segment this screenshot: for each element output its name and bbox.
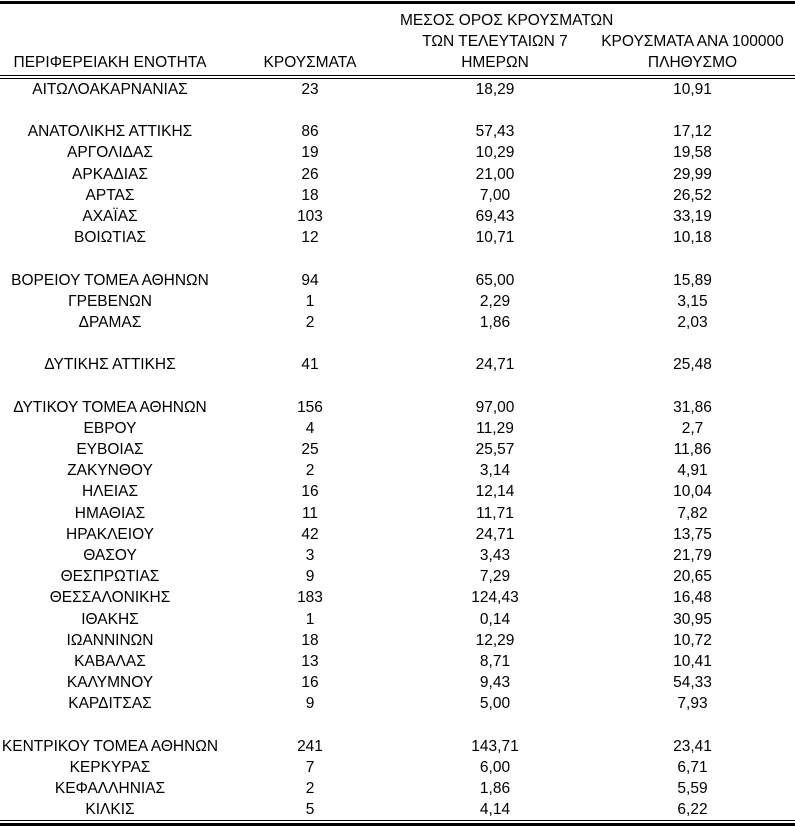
cases-cell: 1 <box>305 610 315 628</box>
per_100k-cell: 3,15 <box>677 292 708 310</box>
region-cell: ΑΡΚΑΔΙΑΣ <box>72 165 148 183</box>
avg_7day-cell: 6,00 <box>479 758 511 776</box>
table-row <box>0 439 795 460</box>
cases-cell: 9 <box>305 568 315 586</box>
cases-cell: 4 <box>305 419 315 437</box>
region-cell: ΑΝΑΤΟΛΙΚΗΣ ΑΤΤΙΚΗΣ <box>27 123 193 141</box>
per_100k-cell: 10,91 <box>673 81 712 98</box>
avg_7day-cell: 97,00 <box>475 398 515 416</box>
avg_7day-cell: 3,43 <box>479 547 511 565</box>
cases-cell: 41 <box>301 356 319 374</box>
region-cell: ΗΡΑΚΛΕΙΟΥ <box>66 525 154 543</box>
region-cell: ΚΑΛΥΜΝΟΥ <box>66 674 154 692</box>
region-cell: ΑΙΤΩΛΟΑΚΑΡΝΑΝΙΑΣ <box>32 81 188 98</box>
table-row <box>0 545 795 566</box>
per_100k-cell: 30,95 <box>673 610 712 628</box>
avg_7day-cell: 143,71 <box>471 737 519 755</box>
cases-cell: 5 <box>305 801 315 819</box>
region-cell: ΚΕΝΤΡΙΚΟΥ ΤΟΜΕΑ ΑΘΗΝΩΝ <box>1 737 219 755</box>
per_100k-cell: 29,99 <box>673 165 712 183</box>
cases-cell: 2 <box>305 462 315 480</box>
spacer-cell <box>590 375 795 396</box>
region-cell: ΕΥΒΟΙΑΣ <box>76 441 144 459</box>
table-row <box>0 481 795 502</box>
per_100k-cell: 10,04 <box>673 483 712 501</box>
table-row <box>0 609 795 630</box>
table-row <box>0 185 795 206</box>
avg_7day-cell: 12,14 <box>475 483 515 501</box>
table-row <box>0 736 795 757</box>
column-header-line: ΠΛΗΘΥΣΜΟ <box>647 54 738 71</box>
avg_7day-cell: 1,86 <box>479 780 511 798</box>
cases-cell: 13 <box>301 652 319 670</box>
table-row <box>0 524 795 545</box>
per_100k-cell: 33,19 <box>673 208 712 226</box>
table-row <box>0 291 795 312</box>
region-cell: ΔΡΑΜΑΣ <box>78 313 142 331</box>
header-row <box>0 4 795 77</box>
table-row <box>0 354 795 375</box>
cases-cell: 3 <box>305 547 315 565</box>
per_100k-cell: 13,75 <box>673 525 712 543</box>
avg_7day-cell: 69,43 <box>475 208 515 226</box>
column-header-line: ΠΕΡΙΦΕΡΕΙΑΚΗ ΕΝΟΤΗΤΑ <box>13 54 207 71</box>
spacer-cell <box>0 714 220 735</box>
spacer-cell <box>220 714 400 735</box>
region-cell: ΑΧΑΪΑΣ <box>82 208 138 226</box>
cases-cell: 16 <box>301 483 319 501</box>
per_100k-cell: 16,48 <box>673 589 712 607</box>
table-row <box>0 270 795 291</box>
table-row <box>0 77 795 100</box>
avg_7day-cell: 10,29 <box>475 144 515 162</box>
table-row <box>0 799 795 821</box>
spacer-cell <box>220 375 400 396</box>
spacer-cell <box>590 100 795 121</box>
region-cell: ΒΟΙΩΤΙΑΣ <box>74 229 146 247</box>
spacer-cell <box>590 333 795 354</box>
avg_7day-cell: 1,86 <box>479 313 511 331</box>
table-row <box>0 672 795 693</box>
table-row <box>0 206 795 227</box>
spacer-cell <box>0 333 220 354</box>
avg_7day-cell: 124,43 <box>471 589 519 607</box>
column-header-line: ΤΩΝ ΤΕΛΕΥΤΑΙΩΝ 7 <box>422 33 568 50</box>
region-cell: ΗΜΑΘΙΑΣ <box>74 504 146 522</box>
spacer-cell <box>590 714 795 735</box>
region-cell: ΚΙΛΚΙΣ <box>85 801 135 819</box>
avg_7day-cell: 57,43 <box>475 123 515 141</box>
per_100k-cell: 11,86 <box>673 441 712 459</box>
column-header-line: ΚΡΟΥΣΜΑΤΑ <box>263 54 357 71</box>
per_100k-cell: 26,52 <box>673 186 712 204</box>
per_100k-cell: 19,58 <box>673 144 712 162</box>
cases-cell: 183 <box>297 589 323 607</box>
per_100k-cell: 2,03 <box>677 313 708 331</box>
table-row <box>0 630 795 651</box>
avg_7day-cell: 2,29 <box>479 292 511 310</box>
table-row <box>0 227 795 248</box>
avg_7day-cell: 10,71 <box>475 229 515 247</box>
spacer-cell <box>220 100 400 121</box>
table-row <box>0 164 795 185</box>
table-row <box>0 693 795 714</box>
per_100k-cell: 21,79 <box>673 547 712 565</box>
spacer-row <box>0 333 795 354</box>
avg_7day-cell: 0,14 <box>479 610 511 628</box>
per_100k-cell: 2,7 <box>681 419 704 437</box>
spacer-cell <box>0 375 220 396</box>
spacer-row <box>0 100 795 121</box>
avg_7day-cell: 21,00 <box>475 165 515 183</box>
table-row <box>0 651 795 672</box>
table-row <box>0 418 795 439</box>
cases-cell: 42 <box>301 525 319 543</box>
column-header-avg_7day <box>400 4 614 77</box>
per_100k-cell: 23,41 <box>673 737 712 755</box>
per_100k-cell: 54,33 <box>673 674 712 692</box>
column-header-per_100k <box>590 4 795 77</box>
spacer-row <box>0 375 795 396</box>
avg_7day-cell: 24,71 <box>475 356 515 374</box>
cases-cell: 156 <box>297 398 323 416</box>
region-cell: ΗΛΕΙΑΣ <box>81 483 139 501</box>
cases-cell: 7 <box>305 758 315 776</box>
cases-cell: 2 <box>305 780 315 798</box>
per_100k-cell: 4,91 <box>677 462 708 480</box>
regional-cases-table <box>0 4 795 821</box>
cases-cell: 9 <box>305 695 315 713</box>
region-cell: ΕΒΡΟΥ <box>83 419 137 437</box>
per_100k-cell: 10,41 <box>673 652 712 670</box>
column-header-region <box>0 4 220 77</box>
table-row <box>0 312 795 333</box>
per_100k-cell: 25,48 <box>673 356 712 374</box>
table-body <box>0 77 795 821</box>
cases-cell: 18 <box>301 631 319 649</box>
avg_7day-cell: 24,71 <box>475 525 515 543</box>
table-row <box>0 503 795 524</box>
per_100k-cell: 10,72 <box>673 631 712 649</box>
region-cell: ΘΕΣΣΑΛΟΝΙΚΗΣ <box>49 589 171 607</box>
cases-cell: 2 <box>305 313 315 331</box>
region-cell: ΔΥΤΙΚΟΥ ΤΟΜΕΑ ΑΘΗΝΩΝ <box>13 398 207 416</box>
cases-cell: 19 <box>301 144 319 162</box>
per_100k-cell: 17,12 <box>673 123 712 141</box>
region-cell: ΙΘΑΚΗΣ <box>81 610 139 628</box>
spacer-row <box>0 248 795 269</box>
spacer-cell <box>0 248 220 269</box>
table-row <box>0 142 795 163</box>
avg_7day-cell: 8,71 <box>479 652 511 670</box>
table-header <box>0 4 795 77</box>
per_100k-cell: 6,71 <box>677 758 708 776</box>
cases-cell: 241 <box>297 737 323 755</box>
spacer-cell <box>0 100 220 121</box>
table-row <box>0 757 795 778</box>
spacer-cell <box>400 100 590 121</box>
avg_7day-cell: 7,29 <box>479 568 511 586</box>
per_100k-cell: 10,18 <box>673 229 712 247</box>
table-row <box>0 778 795 799</box>
per_100k-cell: 7,82 <box>677 504 708 522</box>
column-header-cases <box>220 4 400 77</box>
region-cell: ΑΡΓΟΛΙΔΑΣ <box>67 144 153 162</box>
avg_7day-cell: 9,43 <box>479 674 511 692</box>
avg_7day-cell: 65,00 <box>475 271 515 289</box>
avg_7day-cell: 4,14 <box>479 801 511 819</box>
cases-cell: 86 <box>301 123 319 141</box>
spacer-cell <box>220 248 400 269</box>
column-header-line: ΗΜΕΡΩΝ <box>461 54 529 71</box>
region-cell: ΚΕΡΚΥΡΑΣ <box>69 758 151 776</box>
spacer-cell <box>590 248 795 269</box>
per_100k-cell: 20,65 <box>673 568 712 586</box>
region-cell: ΚΕΦΑΛΛΗΝΙΑΣ <box>54 780 166 798</box>
table-row <box>0 460 795 481</box>
column-header-line: ΜΕΣΟΣ ΟΡΟΣ ΚΡΟΥΣΜΑΤΩΝ <box>400 12 614 29</box>
spacer-row <box>0 714 795 735</box>
region-cell: ΖΑΚΥΝΘΟΥ <box>67 462 153 480</box>
cases-cell: 23 <box>301 81 319 98</box>
region-cell: ΙΩΑΝΝΙΝΩΝ <box>66 631 154 649</box>
cases-cell: 25 <box>301 441 319 459</box>
cases-cell: 12 <box>301 229 319 247</box>
spacer-cell <box>400 714 590 735</box>
spacer-cell <box>400 375 590 396</box>
cases-cell: 94 <box>301 271 319 289</box>
avg_7day-cell: 7,00 <box>479 186 511 204</box>
per_100k-cell: 6,22 <box>677 801 708 819</box>
per_100k-cell: 31,86 <box>673 398 712 416</box>
table-row <box>0 566 795 587</box>
avg_7day-cell: 12,29 <box>475 631 515 649</box>
avg_7day-cell: 11,29 <box>476 419 514 437</box>
cases-cell: 1 <box>305 292 315 310</box>
region-cell: ΘΕΣΠΡΩΤΙΑΣ <box>60 568 160 586</box>
region-cell: ΒΟΡΕΙΟΥ ΤΟΜΕΑ ΑΘΗΝΩΝ <box>11 271 209 289</box>
cases-cell: 26 <box>301 165 319 183</box>
avg_7day-cell: 3,14 <box>479 462 511 480</box>
cases-cell: 18 <box>301 186 319 204</box>
table-row <box>0 397 795 418</box>
per_100k-cell: 15,89 <box>673 271 712 289</box>
spacer-cell <box>220 333 400 354</box>
avg_7day-cell: 5,00 <box>479 695 511 713</box>
region-cell: ΘΑΣΟΥ <box>83 547 137 565</box>
cases-cell: 16 <box>301 674 319 692</box>
per_100k-cell: 7,93 <box>677 695 708 713</box>
region-cell: ΚΑΡΔΙΤΣΑΣ <box>68 695 152 713</box>
region-cell: ΔΥΤΙΚΗΣ ΑΤΤΙΚΗΣ <box>44 356 176 374</box>
table-row <box>0 587 795 608</box>
region-cell: ΚΑΒΑΛΑΣ <box>74 652 146 670</box>
table-row <box>0 121 795 142</box>
region-cell: ΓΡΕΒΕΝΩΝ <box>68 292 152 310</box>
avg_7day-cell: 18,29 <box>475 81 515 98</box>
cases-cell: 103 <box>297 208 323 226</box>
spacer-cell <box>400 333 590 354</box>
column-header-line: ΚΡΟΥΣΜΑΤΑ ΑΝΑ 100000 <box>601 33 784 50</box>
spacer-cell <box>400 248 590 269</box>
avg_7day-cell: 11,71 <box>476 504 514 522</box>
cases-cell: 11 <box>301 504 319 522</box>
avg_7day-cell: 25,57 <box>475 441 515 459</box>
per_100k-cell: 5,59 <box>677 780 708 798</box>
region-cell: ΑΡΤΑΣ <box>85 186 135 204</box>
